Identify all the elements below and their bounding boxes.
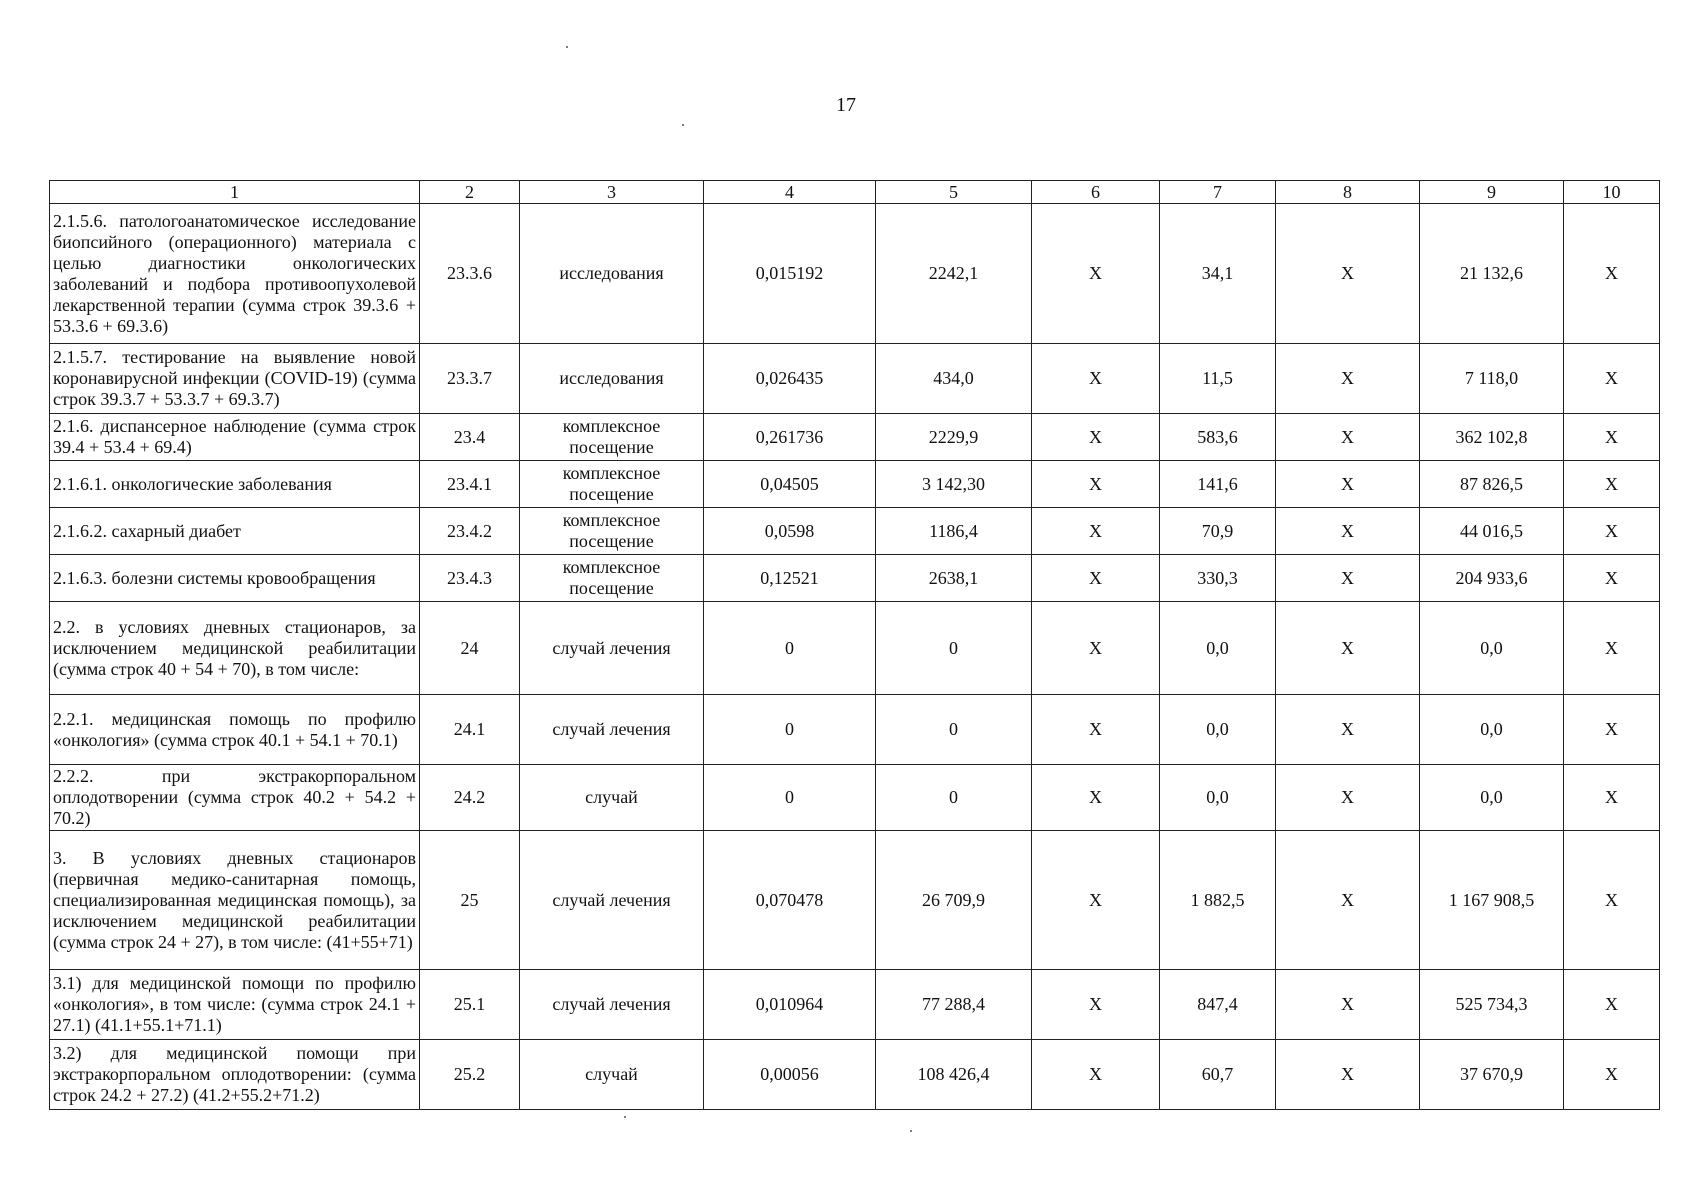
cell-col6: X xyxy=(1032,765,1160,831)
cell-col5: 77 288,4 xyxy=(876,970,1032,1040)
column-header: 6 xyxy=(1032,181,1160,204)
row-unit: случай лечения xyxy=(520,695,704,765)
table-row xyxy=(50,461,1660,508)
cell-col8: X xyxy=(1276,555,1420,602)
column-header: 1 xyxy=(50,181,420,204)
cell-col10: X xyxy=(1564,414,1660,461)
row-code: 23.4.1 xyxy=(420,461,520,508)
cell-col6: X xyxy=(1032,1040,1160,1110)
cell-col4: 0,070478 xyxy=(704,831,876,970)
cell-col5: 0 xyxy=(876,695,1032,765)
cell-col8: X xyxy=(1276,765,1420,831)
table-row xyxy=(50,1040,1660,1110)
cell-col4: 0 xyxy=(704,765,876,831)
row-unit: случай xyxy=(520,765,704,831)
cell-col6: X xyxy=(1032,602,1160,695)
cell-col6: X xyxy=(1032,414,1160,461)
cell-col5: 0 xyxy=(876,765,1032,831)
cell-col4: 0 xyxy=(704,695,876,765)
column-header: 4 xyxy=(704,181,876,204)
cell-col6: X xyxy=(1032,508,1160,555)
table-row xyxy=(50,508,1660,555)
row-name: 2.2.1. медицинская помощь по профилю «онкология» (сумма строк 40.1 + 54.1 + 70.1) xyxy=(50,695,420,765)
row-unit: комплексное посещение xyxy=(520,461,704,508)
cell-col10: X xyxy=(1564,831,1660,970)
cell-col4: 0,026435 xyxy=(704,344,876,414)
cell-col6: X xyxy=(1032,555,1160,602)
table-row xyxy=(50,414,1660,461)
cell-col10: X xyxy=(1564,1040,1660,1110)
row-name: 3. В условиях дневных стационаров (первичная медико-санитарная помощь, специализированная медицинская помощь), за исключением медицинской реабилитации (сумма строк 24 + 27), в том числе: (41+55+71) xyxy=(50,831,420,970)
cell-col5: 0 xyxy=(876,602,1032,695)
cell-col4: 0,261736 xyxy=(704,414,876,461)
row-name: 2.2.2. при экстракорпоральном оплодотворении (сумма строк 40.2 + 54.2 + 70.2) xyxy=(50,765,420,831)
cell-col9: 525 734,3 xyxy=(1420,970,1564,1040)
column-header: 2 xyxy=(420,181,520,204)
column-header: 7 xyxy=(1160,181,1276,204)
cell-col4: 0,015192 xyxy=(704,204,876,344)
scan-speck xyxy=(624,1116,626,1118)
cell-col8: X xyxy=(1276,831,1420,970)
cell-col5: 434,0 xyxy=(876,344,1032,414)
cell-col7: 141,6 xyxy=(1160,461,1276,508)
cell-col7: 330,3 xyxy=(1160,555,1276,602)
cell-col6: X xyxy=(1032,695,1160,765)
row-code: 24.2 xyxy=(420,765,520,831)
cell-col6: X xyxy=(1032,204,1160,344)
cell-col5: 2242,1 xyxy=(876,204,1032,344)
cell-col4: 0,010964 xyxy=(704,970,876,1040)
row-unit: случай xyxy=(520,1040,704,1110)
cell-col8: X xyxy=(1276,461,1420,508)
cell-col10: X xyxy=(1564,555,1660,602)
cell-col6: X xyxy=(1032,344,1160,414)
cell-col8: X xyxy=(1276,970,1420,1040)
cell-col8: X xyxy=(1276,695,1420,765)
table-row xyxy=(50,204,1660,344)
table-row xyxy=(50,831,1660,970)
row-code: 25.1 xyxy=(420,970,520,1040)
cell-col10: X xyxy=(1564,970,1660,1040)
cell-col4: 0 xyxy=(704,602,876,695)
cell-col5: 2229,9 xyxy=(876,414,1032,461)
cell-col10: X xyxy=(1564,344,1660,414)
table-row xyxy=(50,695,1660,765)
cell-col7: 70,9 xyxy=(1160,508,1276,555)
cell-col9: 362 102,8 xyxy=(1420,414,1564,461)
row-unit: комплексное посещение xyxy=(520,555,704,602)
cell-col7: 1 882,5 xyxy=(1160,831,1276,970)
row-name: 2.1.6.2. сахарный диабет xyxy=(50,508,420,555)
cell-col5: 1186,4 xyxy=(876,508,1032,555)
cell-col9: 0,0 xyxy=(1420,695,1564,765)
cell-col8: X xyxy=(1276,602,1420,695)
cell-col9: 0,0 xyxy=(1420,765,1564,831)
row-unit: исследования xyxy=(520,204,704,344)
column-header: 10 xyxy=(1564,181,1660,204)
header-row xyxy=(50,181,1660,204)
row-name: 2.1.5.6. патологоанатомическое исследование биопсийного (операционного) материала с целью диагностики онкологических заболеваний и подбора противоопухолевой лекарственной терапии (сумма строк 39.3.6 + 53.3.6 + 69.3.6) xyxy=(50,204,420,344)
cell-col7: 0,0 xyxy=(1160,695,1276,765)
cell-col5: 108 426,4 xyxy=(876,1040,1032,1110)
row-code: 24.1 xyxy=(420,695,520,765)
cell-col7: 0,0 xyxy=(1160,765,1276,831)
cell-col10: X xyxy=(1564,204,1660,344)
cell-col10: X xyxy=(1564,695,1660,765)
row-code: 23.4.2 xyxy=(420,508,520,555)
cell-col9: 44 016,5 xyxy=(1420,508,1564,555)
row-code: 25.2 xyxy=(420,1040,520,1110)
row-code: 23.3.7 xyxy=(420,344,520,414)
cell-col7: 0,0 xyxy=(1160,602,1276,695)
row-name: 3.2) для медицинской помощи при экстракорпоральном оплодотворении: (сумма строк 24.2 + 27.2) (41.2+55.2+71.2) xyxy=(50,1040,420,1110)
table-row xyxy=(50,555,1660,602)
row-unit: случай лечения xyxy=(520,602,704,695)
cell-col9: 0,0 xyxy=(1420,602,1564,695)
row-unit: случай лечения xyxy=(520,970,704,1040)
cell-col4: 0,00056 xyxy=(704,1040,876,1110)
data-table xyxy=(49,180,1660,1110)
row-code: 23.4 xyxy=(420,414,520,461)
table-row xyxy=(50,602,1660,695)
cell-col9: 21 132,6 xyxy=(1420,204,1564,344)
row-name: 2.1.6. диспансерное наблюдение (сумма строк 39.4 + 53.4 + 69.4) xyxy=(50,414,420,461)
row-unit: случай лечения xyxy=(520,831,704,970)
row-unit: исследования xyxy=(520,344,704,414)
cell-col9: 204 933,6 xyxy=(1420,555,1564,602)
cell-col7: 847,4 xyxy=(1160,970,1276,1040)
row-code: 24 xyxy=(420,602,520,695)
row-name: 2.1.6.1. онкологические заболевания xyxy=(50,461,420,508)
scan-speck xyxy=(910,1130,912,1132)
column-header: 9 xyxy=(1420,181,1564,204)
row-name: 2.2. в условиях дневных стационаров, за исключением медицинской реабилитации (сумма строк 40 + 54 + 70), в том числе: xyxy=(50,602,420,695)
column-header: 5 xyxy=(876,181,1032,204)
cell-col8: X xyxy=(1276,344,1420,414)
cell-col7: 60,7 xyxy=(1160,1040,1276,1110)
row-code: 23.4.3 xyxy=(420,555,520,602)
table-row xyxy=(50,344,1660,414)
cell-col9: 37 670,9 xyxy=(1420,1040,1564,1110)
cell-col5: 26 709,9 xyxy=(876,831,1032,970)
column-header: 3 xyxy=(520,181,704,204)
row-name: 3.1) для медицинской помощи по профилю «онкология», в том числе: (сумма строк 24.1 + 27.1) (41.1+55.1+71.1) xyxy=(50,970,420,1040)
table-row xyxy=(50,765,1660,831)
table-row xyxy=(50,970,1660,1040)
cell-col8: X xyxy=(1276,1040,1420,1110)
row-code: 23.3.6 xyxy=(420,204,520,344)
column-header: 8 xyxy=(1276,181,1420,204)
cell-col10: X xyxy=(1564,765,1660,831)
cell-col6: X xyxy=(1032,461,1160,508)
row-unit: комплексное посещение xyxy=(520,414,704,461)
row-code: 25 xyxy=(420,831,520,970)
cell-col9: 87 826,5 xyxy=(1420,461,1564,508)
cell-col6: X xyxy=(1032,970,1160,1040)
cell-col9: 7 118,0 xyxy=(1420,344,1564,414)
cell-col7: 34,1 xyxy=(1160,204,1276,344)
cell-col4: 0,0598 xyxy=(704,508,876,555)
cell-col7: 583,6 xyxy=(1160,414,1276,461)
cell-col10: X xyxy=(1564,602,1660,695)
cell-col10: X xyxy=(1564,508,1660,555)
cell-col8: X xyxy=(1276,414,1420,461)
scan-speck xyxy=(566,46,568,48)
cell-col6: X xyxy=(1032,831,1160,970)
scan-speck xyxy=(682,124,684,126)
cell-col7: 11,5 xyxy=(1160,344,1276,414)
row-name: 2.1.6.3. болезни системы кровообращения xyxy=(50,555,420,602)
page-number: 17 xyxy=(836,94,856,116)
cell-col9: 1 167 908,5 xyxy=(1420,831,1564,970)
cell-col5: 3 142,30 xyxy=(876,461,1032,508)
cell-col5: 2638,1 xyxy=(876,555,1032,602)
cell-col4: 0,04505 xyxy=(704,461,876,508)
row-unit: комплексное посещение xyxy=(520,508,704,555)
cell-col8: X xyxy=(1276,508,1420,555)
cell-col4: 0,12521 xyxy=(704,555,876,602)
row-name: 2.1.5.7. тестирование на выявление новой коронавирусной инфекции (COVID-19) (сумма строк 39.3.7 + 53.3.7 + 69.3.7) xyxy=(50,344,420,414)
cell-col10: X xyxy=(1564,461,1660,508)
cell-col8: X xyxy=(1276,204,1420,344)
